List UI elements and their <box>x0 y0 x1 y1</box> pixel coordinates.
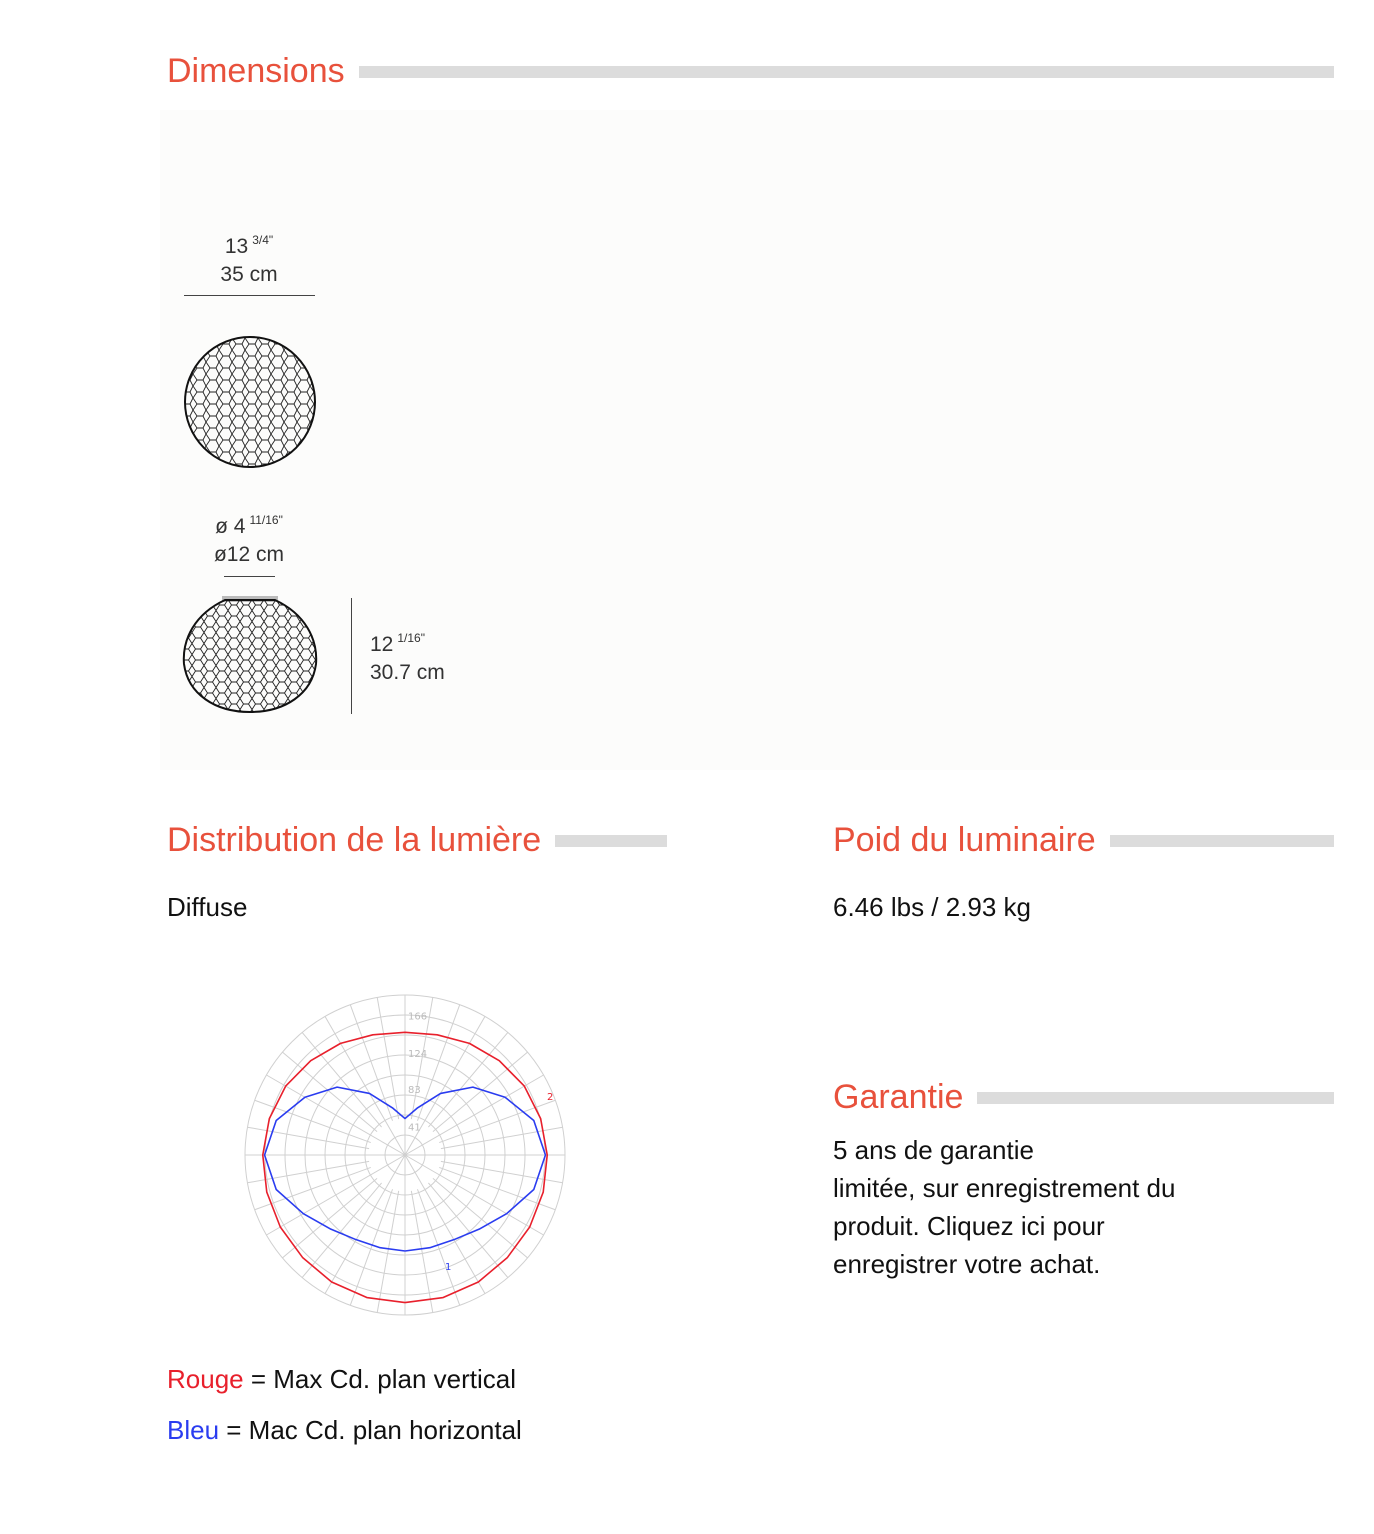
legend-red-text: = Max Cd. plan vertical <box>243 1364 517 1394</box>
warranty-heading <box>833 1078 1334 1117</box>
dimensions-title: Dimensions <box>167 52 345 90</box>
height-dimension-line <box>351 598 352 714</box>
diameter-dimension-line <box>224 576 275 577</box>
warranty-title: Garantie <box>833 1078 964 1116</box>
polar-tick-label: 124 <box>408 1048 428 1060</box>
warranty-line: 5 ans de garantie <box>833 1135 1034 1165</box>
polar-spoke <box>439 1100 555 1142</box>
weight-heading <box>833 821 1334 860</box>
distribution-heading <box>167 821 667 860</box>
polar-spoke <box>255 1167 371 1209</box>
polar-tick-label: 166 <box>408 1011 428 1023</box>
polar-tick-label: 83 <box>408 1085 421 1097</box>
dimensions-drawing-panel <box>160 110 1374 770</box>
heading-divider <box>1110 835 1334 847</box>
width-label: 13 $^{3/4"}$ 35 cm <box>220 233 278 286</box>
distribution-title: Distribution de la lumière <box>167 821 542 859</box>
legend-blue-text: = Mac Cd. plan horizontal <box>219 1415 522 1445</box>
polar-spoke <box>350 1189 392 1305</box>
heading-divider <box>359 66 1334 78</box>
legend-red <box>167 1364 516 1395</box>
polar-spoke <box>255 1100 371 1142</box>
heading-divider <box>555 835 667 847</box>
height-label: 12 $^{1/16"}$ 30.7 cm <box>370 631 445 684</box>
warranty-text[interactable] <box>833 1131 1253 1283</box>
polar-tick-label: 41 <box>408 1122 421 1134</box>
light-distribution-chart <box>230 980 580 1330</box>
legend-red-label: Rouge <box>167 1364 244 1394</box>
distribution-type: Diffuse <box>167 892 248 922</box>
warranty-line: limitée, sur enregistrement du <box>833 1173 1176 1203</box>
legend-blue-label: Bleu <box>167 1415 220 1445</box>
series-label: 2 <box>547 1092 554 1103</box>
polar-spoke <box>439 1167 555 1209</box>
weight-title: Poid du luminaire <box>833 821 1096 859</box>
legend-blue <box>167 1415 522 1446</box>
diameter-label: ø 4 $^{11/16"}$ ø12 cm <box>213 513 284 566</box>
polar-spoke <box>417 1189 459 1305</box>
dimensions-heading <box>167 52 1334 91</box>
lamp-side-view-drawing <box>180 594 320 718</box>
width-dimension-line <box>184 295 315 296</box>
lamp-top-view-drawing <box>180 332 320 472</box>
warranty-line[interactable]: enregistrer votre achat. <box>833 1249 1101 1279</box>
series-label: 1 <box>445 1262 452 1273</box>
warranty-line[interactable]: produit. Cliquez ici pour <box>833 1211 1105 1241</box>
heading-divider <box>977 1092 1334 1104</box>
weight-value: 6.46 lbs / 2.93 kg <box>833 892 1032 922</box>
